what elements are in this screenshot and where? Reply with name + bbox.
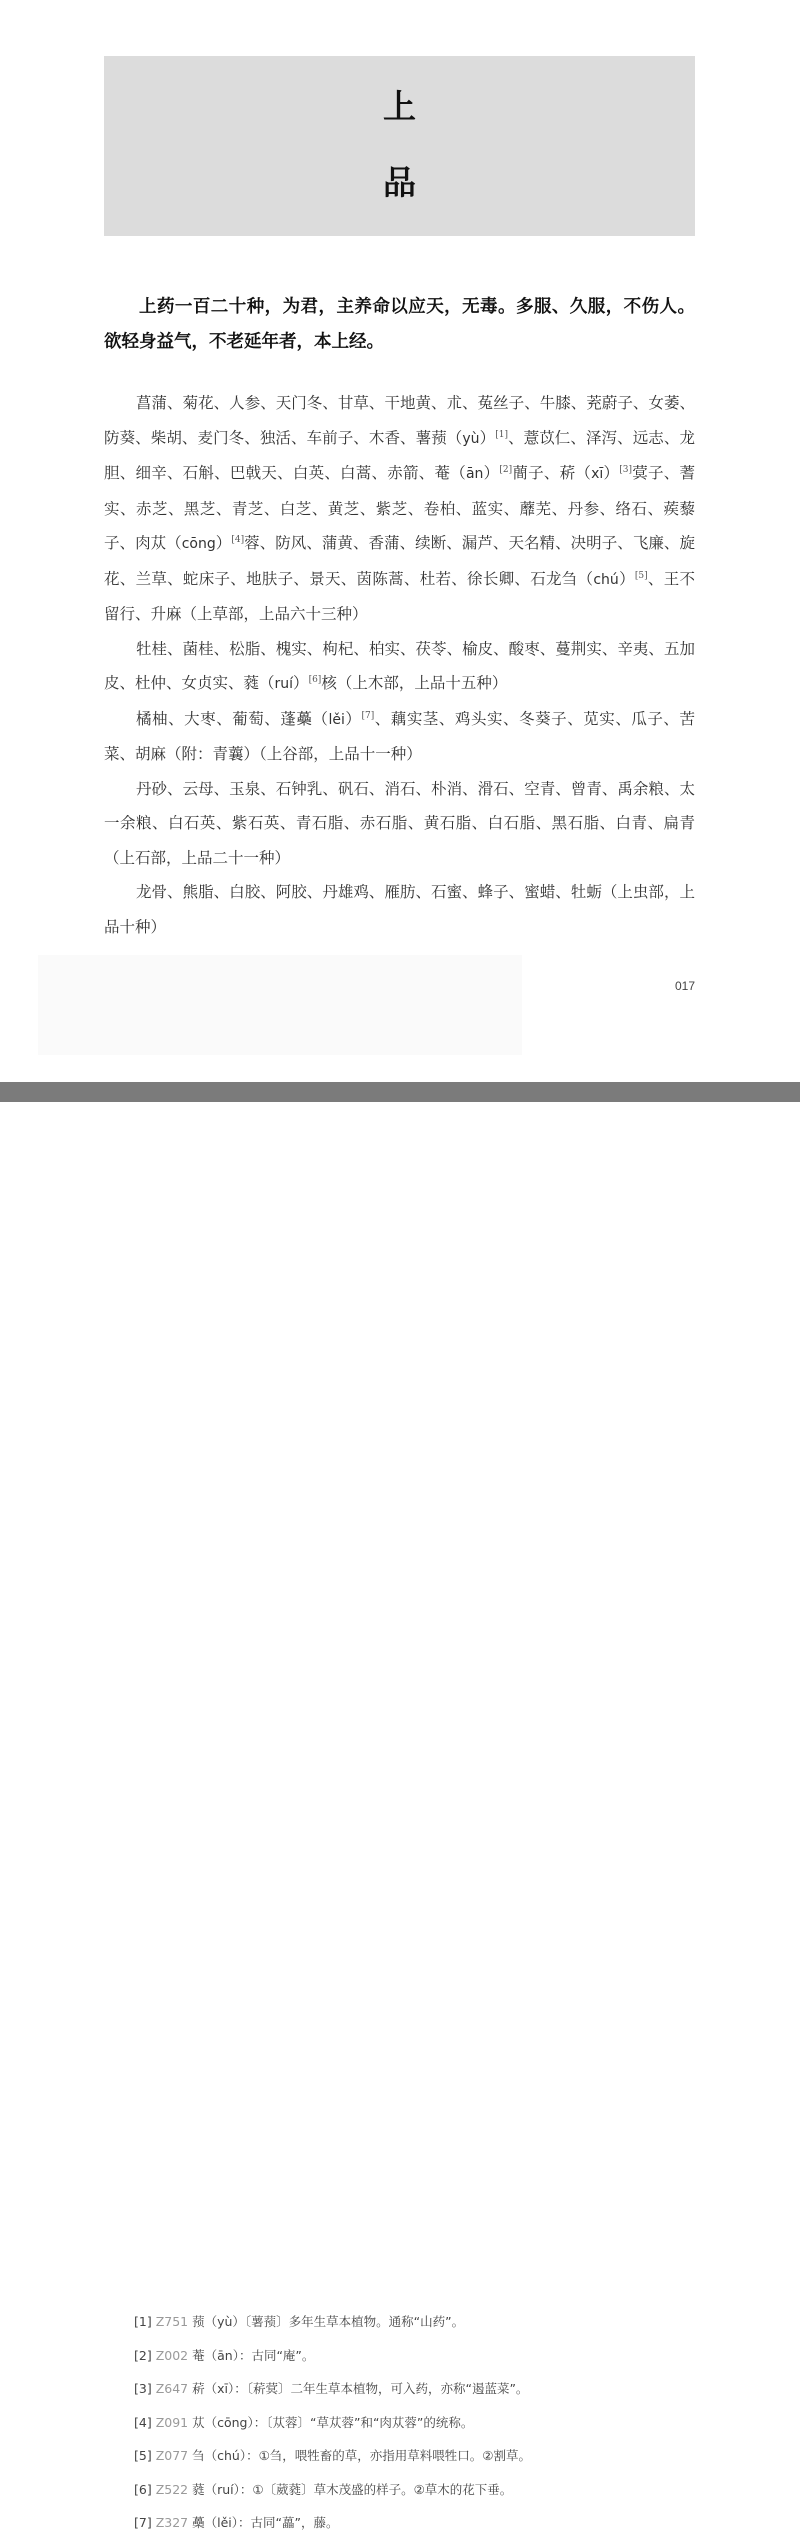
footnote-text: 菥（xī）：〔菥蓂〕二年生草本植物，可入药，亦称“遏蓝菜”。 <box>192 2381 529 2396</box>
footnote-number: [3] <box>134 2381 152 2396</box>
footnote-ref[interactable]: [3] <box>619 464 633 475</box>
text-run: 菖蒲、菊花、人参、天门冬、甘草、干地黄、朮、菟丝子、牛膝、茺蔚子、女萎、防葵、柴胡、麦门冬、独活、车前子、木香、薯蓣（ <box>104 394 695 447</box>
footnote-text: 苁（cōng）：〔苁蓉〕“草苁蓉”和“肉苁蓉”的统称。 <box>192 2414 474 2430</box>
herb-paragraph-grass <box>104 386 695 632</box>
text-run: 蕳子、菥（ <box>512 464 592 482</box>
footnote-ref[interactable]: [7] <box>361 710 375 721</box>
pinyin: ān <box>465 466 484 482</box>
page-shadow <box>38 955 522 1055</box>
pinyin: chú <box>593 571 619 588</box>
text-run: ） <box>293 674 309 692</box>
page-divider <box>0 1082 800 1102</box>
footnote-code: Z077 <box>155 2448 189 2463</box>
pinyin: lěi <box>328 711 345 728</box>
text-run: ） <box>215 534 232 552</box>
footnote-ref[interactable]: [4] <box>231 534 245 545</box>
footnote-ref[interactable]: [2] <box>499 464 513 475</box>
footnote-text: 蕤（ruí）：①〔葳蕤〕草木茂盛的样子。②草木的花下垂。 <box>192 2481 513 2497</box>
footnote-ref[interactable]: [6] <box>308 674 322 685</box>
footnote-number: [6] <box>134 2481 152 2497</box>
pinyin: yù <box>462 430 480 447</box>
footnote-text: 蘽（lěi）：古同“藟”，藤。 <box>192 2515 339 2530</box>
footnote-number: [1] <box>134 2314 152 2329</box>
text-run: 蓉、防风、蒲黄、香蒲、续断、漏芦、天名精、决明子、飞廉、旋花、兰草、蛇床子、地肤子、景天、茵陈蒿、杜若、徐长卿、石龙刍（ <box>104 534 695 588</box>
chapter-title-box <box>104 56 695 236</box>
text-run: 橘柚、大枣、葡萄、蓬蘽（ <box>136 709 329 728</box>
chapter-title-char-1: 上 <box>383 87 416 126</box>
herb-paragraph-insect: 龙骨、熊脂、白胶、阿胶、丹雄鸡、雁肪、石蜜、蜂子、蜜蜡、牡蛎（上虫部，上品十种） <box>104 883 695 936</box>
footnote-ref[interactable]: [5] <box>634 570 648 581</box>
text-run: 蓂子、蓍实、赤芝、黑芝、青芝、白芝、黄芝、紫芝、卷柏、蓝实、蘼芜、丹参、络石、蒺藜子、肉苁（ <box>104 464 695 552</box>
footnote-code: Z002 <box>155 2347 189 2363</box>
text-run: ） <box>479 428 496 447</box>
page-number: 017 <box>674 979 695 993</box>
footnote-item <box>134 2406 754 2440</box>
text-run: 核（上木部，上品十五种） <box>321 674 508 692</box>
pinyin: ruí <box>274 676 294 692</box>
pinyin: cōng <box>181 536 216 552</box>
footnote-item <box>134 2305 754 2339</box>
footnote-list <box>134 2305 754 2540</box>
book-page-upper <box>0 0 800 1082</box>
footnote-item <box>134 2473 754 2507</box>
footnote-text: 菴（ān）：古同“庵”。 <box>192 2347 315 2363</box>
pinyin: xī <box>591 466 604 482</box>
intro-paragraph: 上药一百二十种，为君，主养命以应天，无毒。多服、久服，不伤人。欲轻身益气，不老延年者，本上经。 <box>104 297 695 352</box>
footnote-code: Z751 <box>155 2314 189 2329</box>
text-run: ） <box>618 569 635 588</box>
footnote-item <box>134 2439 754 2473</box>
herb-paragraph-stone: 丹砂、云母、玉泉、石钟乳、矾石、消石、朴消、滑石、空青、曾青、禹余粮、太一余粮、白石英、紫石英、青石脂、赤石脂、黄石脂、白石脂、黑石脂、白青、扁青（上石部，上品二十一种） <box>104 779 695 867</box>
herb-paragraph-wood <box>104 632 695 702</box>
footnote-code: Z327 <box>155 2515 189 2530</box>
text-run: 、王不留行、升麻（上草部，上品六十三种） <box>104 569 695 623</box>
footnote-text: 蓣（yù）〔薯蓣〕多年生草本植物。通称“山药”。 <box>192 2314 465 2329</box>
herb-list-body <box>104 386 695 944</box>
chapter-title-char-2: 品 <box>383 163 416 202</box>
footnote-item <box>134 2372 754 2406</box>
footnote-number: [5] <box>134 2448 152 2463</box>
footnote-code: Z647 <box>155 2381 189 2396</box>
footnote-text: 刍（chú）：①刍，喂牲畜的草，亦指用草料喂牲口。②割草。 <box>192 2448 531 2463</box>
footnote-code: Z091 <box>155 2414 189 2430</box>
text-run: ） <box>483 464 500 482</box>
book-page-lower <box>0 1102 800 2530</box>
text-run: 牡桂、菌桂、松脂、槐实、枸杞、柏实、茯苓、榆皮、酸枣、蔓荆实、辛夷、五加皮、杜仲、女贞实、蕤（ <box>104 639 695 692</box>
footnote-item <box>134 2506 754 2540</box>
footnote-number: [4] <box>134 2414 152 2430</box>
text-run: ） <box>603 464 620 482</box>
herb-paragraph-grain <box>104 702 695 772</box>
text-run: ） <box>344 709 362 728</box>
text-run: 、藕实茎、鸡头实、冬葵子、苋实、瓜子、苦菜、胡麻（附：青蘘）（上谷部，上品十一种） <box>104 709 695 763</box>
text-run: 、薏苡仁、泽泻、远志、龙胆、细辛、石斛、巴戟天、白英、白蒿、赤箭、菴（ <box>104 428 695 482</box>
footnote-item <box>134 2339 754 2373</box>
footnote-code: Z522 <box>155 2481 189 2497</box>
footnote-number: [2] <box>134 2347 152 2363</box>
footnote-ref[interactable]: [1] <box>495 429 508 440</box>
footnote-number: [7] <box>134 2515 152 2530</box>
